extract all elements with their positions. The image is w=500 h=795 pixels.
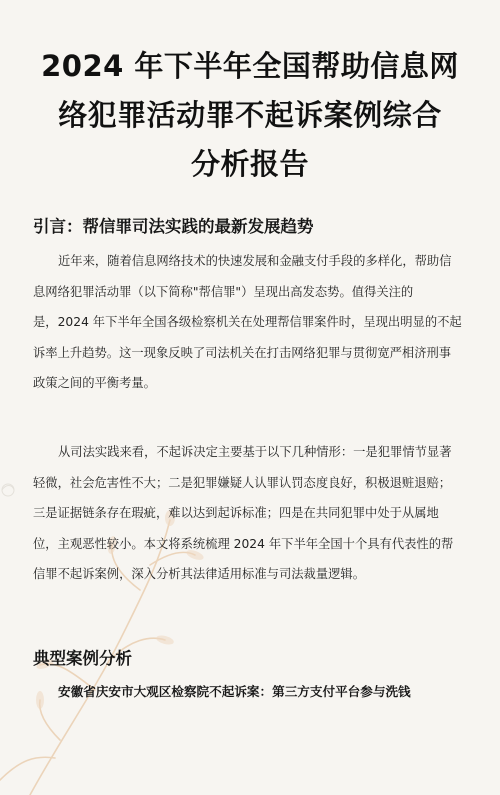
title-line-1: 2024 年下半年全国帮助信息网 [41, 49, 459, 83]
case-1-title: 安徽省庆安市大观区检察院不起诉案：第三方支付平台参与洗钱 [58, 684, 411, 699]
intro-heading: 引言：帮信罪司法实践的最新发展趋势 [33, 217, 314, 236]
paragraph-line: 近年来，随着信息网络技术的快速发展和金融支付手段的多样化，帮助信 [58, 254, 452, 268]
paragraph-line: 位，主观恶性较小。本文将系统梳理 2024 年下半年全国十个具有代表性的帮 [33, 536, 454, 551]
title-line-2: 络犯罪活动罪不起诉案例综合 [58, 98, 442, 132]
intro-paragraph-2 [33, 437, 473, 590]
intro-paragraph-1 [33, 246, 473, 399]
cases-heading: 典型案例分析 [33, 649, 132, 668]
paragraph-line: 诉率上升趋势。这一现象反映了司法机关在打击网络犯罪与贯彻宽严相济刑事 [33, 345, 452, 360]
paragraph-line: 信罪不起诉案例，深入分析其法律适用标准与司法裁量逻辑。 [33, 567, 366, 581]
paragraph-line: 是，2024 年下半年全国各级检察机关在处理帮信罪案件时，呈现出明显的不起 [33, 315, 462, 329]
paragraph-line: 轻微，社会危害性不大；二是犯罪嫌疑人认罪认罚态度良好，积极退赃退赔； [33, 475, 452, 490]
paragraph-line: 息网络犯罪活动罪（以下简称"帮信罪"）呈现出高发态势。值得关注的 [33, 284, 414, 299]
title-line-3: 分析报告 [190, 147, 309, 181]
paragraph-line: 政策之间的平衡考量。 [33, 376, 156, 390]
report-title [20, 42, 480, 189]
paragraph-line: 从司法实践来看，不起诉决定主要基于以下几种情形：一是犯罪情节显著 [58, 445, 452, 459]
paragraph-line: 三是证据链条存在瑕疵，难以达到起诉标准；四是在共同犯罪中处于从属地 [33, 506, 439, 520]
